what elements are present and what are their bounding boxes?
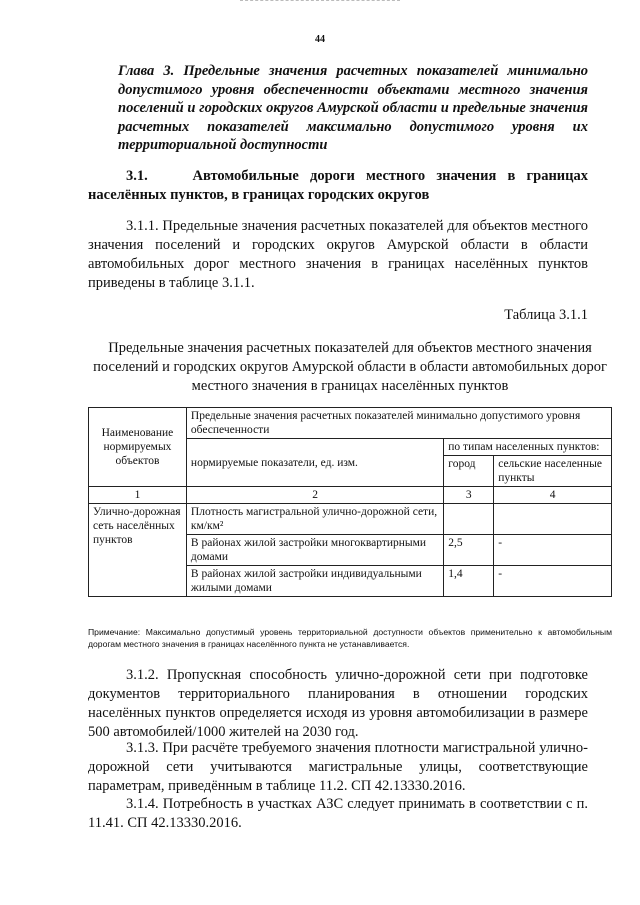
- rural-value: -: [494, 535, 612, 566]
- scan-top-mark: [240, 0, 400, 2]
- paragraph-3-1-2: [88, 666, 588, 742]
- section-number: 3.1.: [126, 168, 148, 184]
- indicator-cell: Плотность магистральной улично-дорожной сети, км/км²: [186, 504, 443, 535]
- header-indicators: нормируемые показатели, ед. изм.: [186, 439, 443, 487]
- indicator-cell: В районах жилой застройки многоквартирными домами: [186, 535, 443, 566]
- table-row: [89, 504, 612, 535]
- city-value: 1,4: [444, 566, 494, 597]
- paragraph-text: 3.1.4. Потребность в участках АЗС следует принимать в соответствии с п. 11.41. СП 42.13330.2016.: [88, 796, 588, 831]
- header-limits: Предельные значения расчетных показателей минимально допустимого уровня обеспеченности: [186, 408, 611, 439]
- chapter-title: Глава 3. Предельные значения расчетных показателей минимально допустимого уровня обеспеченности объектами местного значения поселений и городских округов Амурской области и предельные значения расчетных показателей максимально допустимого уровня их территориальной доступности: [118, 63, 588, 153]
- rural-value: [494, 504, 612, 535]
- header-city: город: [444, 456, 494, 487]
- paragraph-text: 3.1.3. При расчёте требуемого значения плотности магистральной улично-дорожной сети учитываются магистральные улицы, соответствующие параметрам, приведённым в таблице 11.2. СП 42.13330.2016.: [88, 740, 588, 794]
- table-label: Таблица 3.1.1: [504, 307, 588, 323]
- col-number: 2: [186, 487, 443, 504]
- section-title: Автомобильные дороги местного значения в границах населённых пунктов, в границах городских округов: [88, 168, 589, 203]
- section-heading: [88, 167, 588, 204]
- norms-table: [88, 407, 612, 597]
- paragraph-3-1-3: [88, 739, 588, 796]
- col-number: 1: [89, 487, 187, 504]
- page-number: 44: [315, 34, 325, 45]
- header-rural: сельские населенные пункты: [494, 456, 612, 487]
- table-title: Предельные значения расчетных показателей для объектов местного значения поселений и городских округов Амурской области в области автомобильных дорог местного значения в границах населённых пунктов: [93, 340, 607, 394]
- object-name: Улично-дорожная сеть населённых пунктов: [89, 504, 187, 597]
- table-note: Примечание: Максимально допустимый уровень территориальной доступности объектов применительно к автомобильным дорогам местного значения в границах населённого пункта не устанавливается.: [88, 627, 612, 649]
- paragraph-3-1-1: [88, 217, 588, 293]
- col-number: 3: [444, 487, 494, 504]
- city-value: [444, 504, 494, 535]
- paragraph-text: 3.1.2. Пропускная способность улично-дорожной сети при подготовке документов территориального планирования в отношении городских населённых пунктов определяется исходя из уровня автомобилизации в размере 500 автомобилей/1000 жителей на 2030 год.: [88, 667, 588, 740]
- paragraph-text: 3.1.1. Предельные значения расчетных показателей для объектов местного значения поселений и городских округов Амурской области в области автомобильных дорог местного значения в границах населённых пунктов приведены в таблице 3.1.1.: [88, 218, 588, 291]
- header-object: Наименование нормируемых объектов: [89, 408, 187, 487]
- rural-value: -: [494, 566, 612, 597]
- col-number: 4: [494, 487, 612, 504]
- indicator-cell: В районах жилой застройки индивидуальными жилыми домами: [186, 566, 443, 597]
- city-value: 2,5: [444, 535, 494, 566]
- paragraph-3-1-4: [88, 795, 588, 833]
- header-by-type: по типам населенных пунктов:: [444, 439, 612, 456]
